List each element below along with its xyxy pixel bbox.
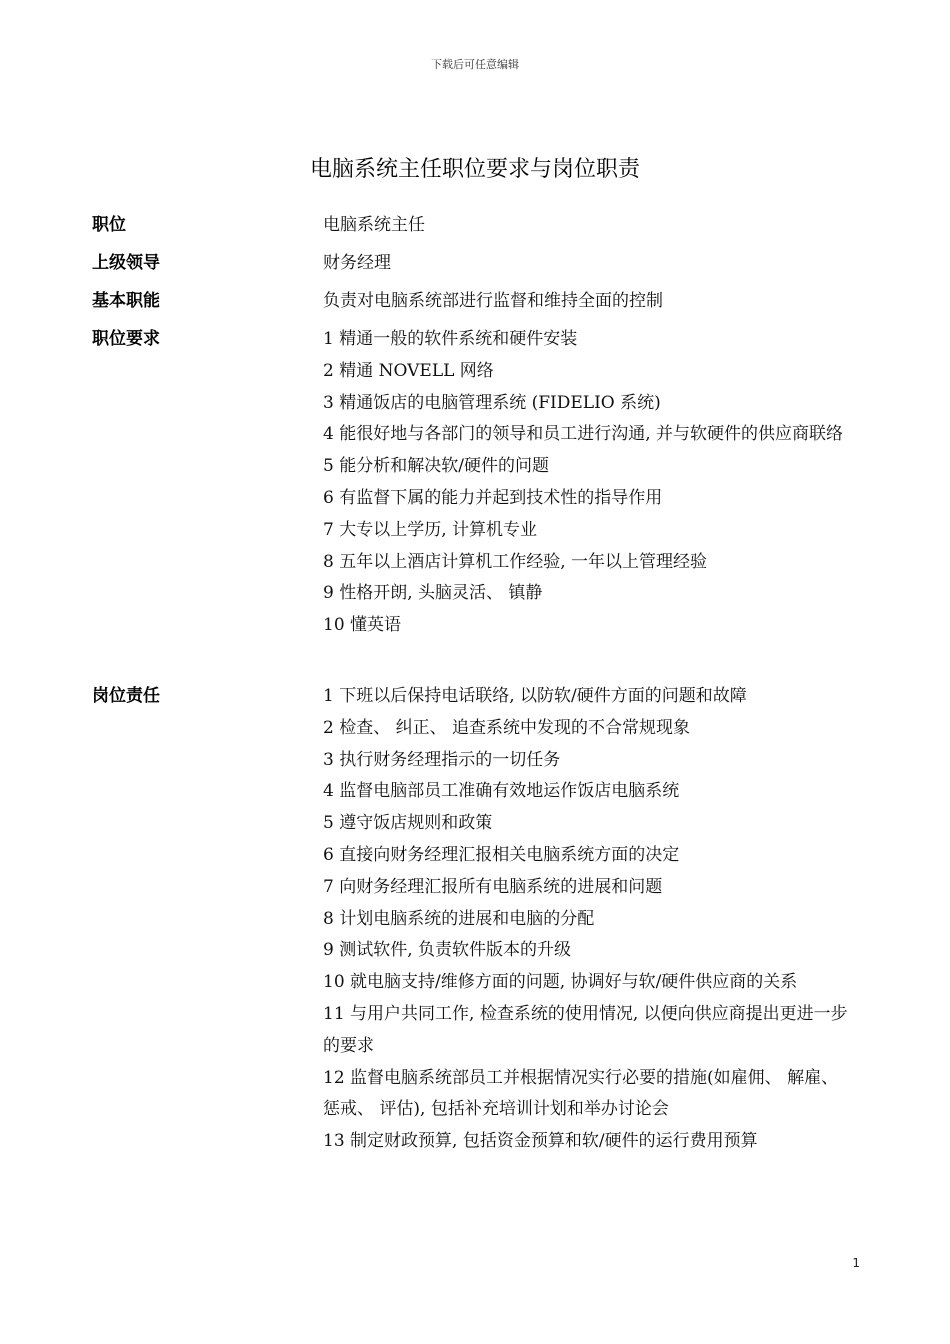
list-item: 10 懂英语 xyxy=(323,615,402,636)
list-item: 1 精通一般的软件系统和硬件安装 xyxy=(323,329,578,349)
list-item: 4 监督电脑部员工准确有效地运作饭店电脑系统 xyxy=(323,781,680,802)
list-item: 8 计划电脑系统的进展和电脑的分配 xyxy=(323,908,595,929)
responsibilities-list xyxy=(323,681,855,1158)
page-header-note: 下载后可任意编辑 xyxy=(431,58,519,71)
list-item: 2 精通 NOVELL 网络 xyxy=(323,360,494,381)
list-item: 6 直接向财务经理汇报相关电脑系统方面的决定 xyxy=(323,844,680,865)
page-number: 1 xyxy=(852,1256,860,1270)
list-item: 8 五年以上酒店计算机工作经验, 一年以上管理经验 xyxy=(323,551,708,572)
document-title: 电脑系统主任职位要求与岗位职责 xyxy=(309,157,640,182)
requirements-list xyxy=(323,324,855,642)
list-item: 9 测试软件, 负责软件版本的升级 xyxy=(323,940,572,961)
list-item: 10 就电脑支持/维修方面的问题, 协调好与软/硬件供应商的关系 xyxy=(323,972,798,993)
list-item: 7 向财务经理汇报所有电脑系统的进展和问题 xyxy=(323,876,663,897)
responsibilities-label: 岗位责任 xyxy=(92,686,160,706)
list-item: 1 下班以后保持电话联络, 以防软/硬件方面的问题和故障 xyxy=(323,686,747,706)
list-item: 5 遵守饭店规则和政策 xyxy=(323,813,493,834)
field-supervisor-label: 上级领导 xyxy=(92,253,160,273)
list-item: 2 检查、 纠正、 追查系统中发现的不合常规现象 xyxy=(323,717,691,738)
field-position-value: 电脑系统主任 xyxy=(323,215,425,235)
list-item: 9 性格开朗, 头脑灵活、 镇静 xyxy=(323,583,543,604)
list-item: 6 有监督下属的能力并起到技术性的指导作用 xyxy=(323,487,663,508)
list-item: 11 与用户共同工作, 检查系统的使用情况, 以便向供应商提出更进一步的要求 xyxy=(323,1003,848,1056)
list-item: 4 能很好地与各部门的领导和员工进行沟通, 并与软硬件的供应商联络 xyxy=(323,424,844,445)
field-basic-function-label: 基本职能 xyxy=(92,291,160,311)
field-supervisor-value: 财务经理 xyxy=(323,253,391,273)
requirements-label: 职位要求 xyxy=(92,329,160,349)
list-item: 12 监督电脑系统部员工并根据情况实行必要的措施(如雇佣、 解雇、 惩戒、 评估), 包括补充培训计划和举办讨论会 xyxy=(323,1067,839,1120)
field-position-label: 职位 xyxy=(92,215,126,235)
list-item: 5 能分析和解决软/硬件的问题 xyxy=(323,456,549,477)
list-item: 3 精通饭店的电脑管理系统 (FIDELIO 系统) xyxy=(323,392,661,413)
field-basic-function-value: 负责对电脑系统部进行监督和维持全面的控制 xyxy=(323,291,663,311)
list-item: 13 制定财政预算, 包括资金预算和软/硬件的运行费用预算 xyxy=(323,1131,758,1152)
list-item: 3 执行财务经理指示的一切任务 xyxy=(323,749,561,770)
list-item: 7 大专以上学历, 计算机专业 xyxy=(323,519,538,540)
